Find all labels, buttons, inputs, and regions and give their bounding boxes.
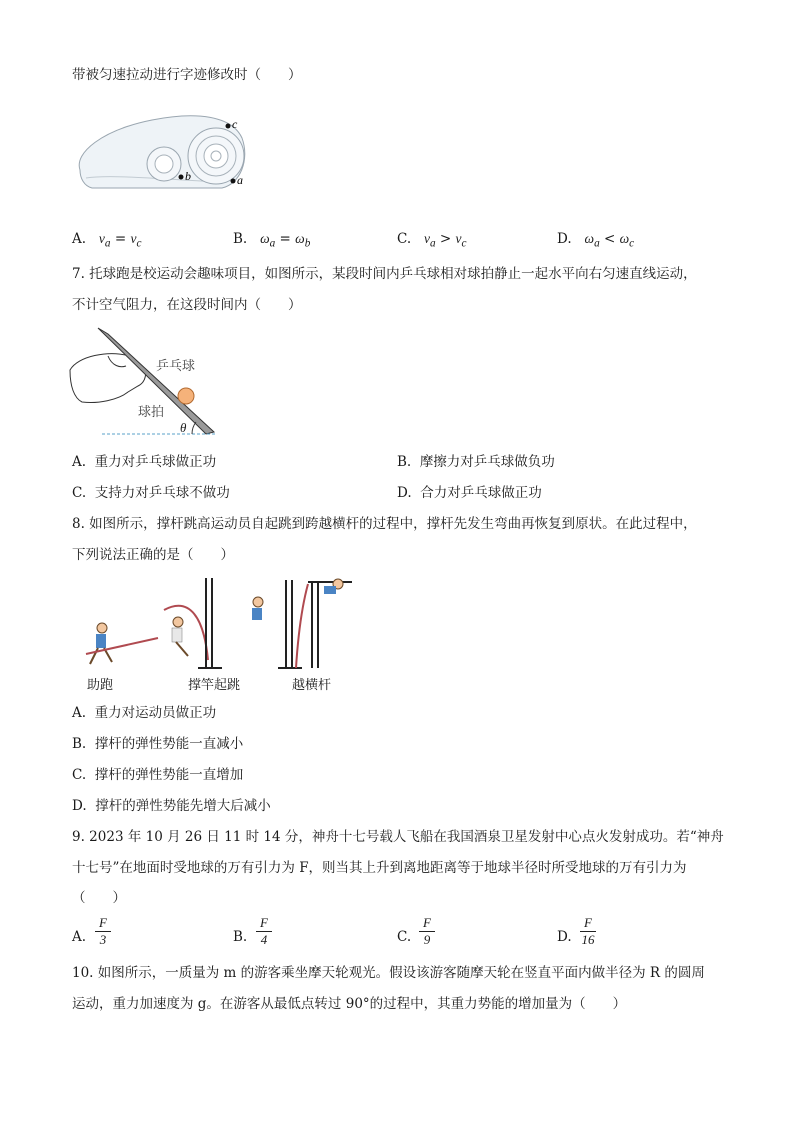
point-c-label: c — [232, 117, 238, 131]
angle-theta-label: θ — [180, 420, 187, 435]
q8-stem-line2: 下列说法正确的是（ ） — [72, 547, 234, 563]
option-letter: A. — [72, 231, 87, 247]
q7-option-d[interactable]: D. 合力对乒乓球做正功 — [397, 485, 542, 501]
q6-option-b[interactable]: B. $\omega_a = \omega_b$ — [233, 231, 311, 250]
ping-pong-racket-figure — [68, 326, 218, 438]
point-b-label: b — [185, 169, 191, 183]
q9-stem-line2: 十七号”在地面时受地球的万有引力为 F，则当其上升到离地距离等于地球半径时所受地球的万有引力为 — [72, 860, 687, 876]
q6-option-d[interactable]: D. $\omega_a < \omega_c$ — [557, 231, 635, 250]
correction-tape-figure — [72, 108, 252, 196]
q9-option-b-fraction: F 4 — [256, 916, 272, 947]
q6-option-c[interactable]: C. $v_a > v_c$ — [397, 231, 467, 250]
q8-option-d[interactable]: D. 撑杆的弹性势能先增大后减小 — [72, 798, 271, 814]
q9-option-b-letter[interactable]: B. — [233, 929, 248, 945]
q9-option-a-fraction: F 3 — [95, 916, 111, 947]
q9-option-d-fraction: F 16 — [581, 915, 595, 947]
q7-option-c[interactable]: C. 支持力对乒乓球不做功 — [72, 485, 230, 501]
q9-option-c-letter[interactable]: C. — [397, 929, 412, 945]
q7-stem-line1: 7. 托球跑是校运动会趣味项目，如图所示，某段时间内乒乓球相对球拍静止一起水平向右匀速直线运动， — [72, 266, 697, 282]
q10-stem-line1: 10. 如图所示，一质量为 m 的游客乘坐摩天轮观光。假设该游客随摩天轮在竖直平面内做半径为 R 的圆周 — [72, 965, 705, 981]
q8-option-b[interactable]: B. 撑杆的弹性势能一直减小 — [72, 736, 244, 752]
q9-stem-line3: （ ） — [72, 890, 126, 906]
q9-option-c-fraction: F 9 — [419, 916, 435, 947]
q10-stem-line2: 运动，重力加速度为 g。在游客从最低点转过 90°的过程中，其重力势能的增加量为（ ） — [72, 996, 627, 1012]
q6-option-a[interactable]: A. $v_a = v_c$ — [72, 231, 142, 250]
q7-stem-line2: 不计空气阻力，在这段时间内（ ） — [72, 297, 302, 313]
q9-option-d-letter[interactable]: D. — [557, 929, 572, 945]
q7-option-b[interactable]: B. 摩擦力对乒乓球做负功 — [397, 454, 555, 470]
q8-option-c[interactable]: C. 撑杆的弹性势能一直增加 — [72, 767, 244, 783]
q6-stem-tail: 带被匀速拉动进行字迹修改时（ ） — [72, 67, 302, 83]
point-a-label: a — [237, 173, 243, 187]
racket-label: 球拍 — [138, 405, 165, 420]
ball-label: 乒乓球 — [156, 359, 196, 374]
q9-stem-line1: 9. 2023 年 10 月 26 日 11 时 14 分，神舟十七号载人飞船在我国酒泉卫星发射中心点火发射成功。若“神舟 — [72, 829, 724, 845]
q8-option-a[interactable]: A. 重力对运动员做正功 — [72, 705, 217, 721]
q7-option-a[interactable]: A. 重力对乒乓球做正功 — [72, 454, 217, 470]
q8-stem-line1: 8. 如图所示，撑杆跳高运动员自起跳到跨越横杆的过程中，撑杆先发生弯曲再恢复到原状。在此过程中， — [72, 516, 697, 532]
caption-takeoff: 撑竿起跳 — [188, 678, 241, 693]
pole-vault-figure — [72, 576, 362, 672]
caption-run-up: 助跑 — [87, 678, 114, 693]
caption-bar-clearance: 越横杆 — [292, 678, 332, 693]
q9-option-a-letter[interactable]: A. — [72, 929, 87, 945]
